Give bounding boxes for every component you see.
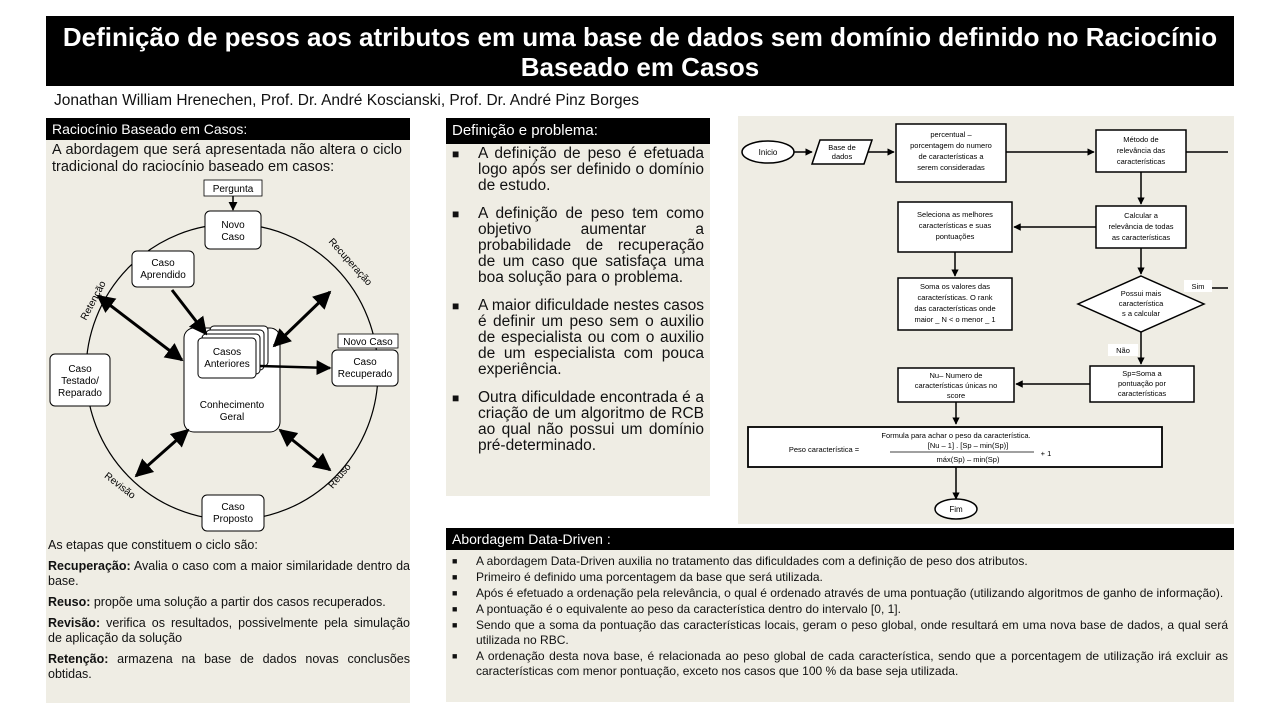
list-item (452, 570, 1228, 585)
arrow-proposto-left (136, 430, 188, 476)
cbr-intro: A abordagem que será apresentada não altera o ciclo tradicional do raciocínio baseado em casos: (52, 142, 402, 175)
list-item (452, 206, 704, 286)
formula-title: Formula para achar o peso da característica. (881, 431, 1031, 440)
soma-label-1: Soma os valores das (919, 282, 991, 291)
seleciona-label-1: Seleciona as melhores (917, 210, 993, 219)
percentual-label-1: percentual – (930, 130, 972, 139)
caso-proposto-label-2: Proposto (212, 514, 254, 525)
metodo-label-2: relevância das (1116, 146, 1166, 155)
cbr-panel (46, 118, 410, 703)
problem-list (452, 146, 704, 466)
step-term: Recuperação: (48, 559, 131, 573)
list-item-text: Sendo que a soma da pontuação das características locais, geram o peso global, onde resultará em uma nova base de dados, a qual será utilizada no RBC. (476, 618, 1228, 647)
bullet-icon: ■ (452, 604, 458, 614)
flowchart-diagram (738, 116, 1234, 524)
sp-label-2: pontuação por (1118, 379, 1166, 388)
decision-label-3: s a calcular (1122, 309, 1160, 318)
cbr-heading: Raciocínio Baseado em Casos: (46, 118, 410, 140)
step-term: Reuso: (48, 595, 91, 609)
list-item (452, 554, 1228, 569)
problem-panel (446, 118, 710, 496)
step-item (48, 616, 410, 646)
caso-proposto-label-1: Caso (221, 502, 245, 513)
seleciona-label-3: pontuações (935, 232, 975, 241)
fim-label: Fim (949, 505, 963, 514)
soma-label-4: maior _ N < o menor _ 1 (914, 315, 996, 324)
decision-label-2: característica (1118, 299, 1164, 308)
decision-label-1: Possui mais (1120, 289, 1162, 298)
list-item (452, 298, 704, 378)
step-term: Retenção: (48, 652, 109, 666)
formula-numerator: [Nu – 1] . [Sp – min(Sp)] (927, 441, 1009, 450)
casos-anteriores-label-1: Casos (212, 347, 242, 358)
list-item (452, 649, 1228, 679)
nu-label-3: score (946, 391, 966, 400)
list-item-text: A definição de peso é efetuada logo após ser definido o domínio de estudo. (478, 145, 704, 194)
recuperacao-label: Recuperação (325, 236, 374, 289)
caso-testado-label-3: Reparado (58, 388, 102, 399)
percentual-label-2: porcentagem do numero (910, 141, 992, 150)
list-item-text: Primeiro é definido uma porcentagem da base que será utilizada. (476, 570, 823, 584)
list-item-text: Outra dificuldade encontrada é a criação de um algoritmo de RCB ao qual não possui um domínio pré-determinado. (478, 389, 704, 454)
list-item-text: A pontuação é o equivalente ao peso da característica dentro do intervalo [0, 1]. (476, 602, 901, 616)
bullet-icon: ■ (452, 588, 458, 598)
metodo-label-3: características (1116, 157, 1166, 166)
step-text: propõe uma solução a partir dos casos recuperados. (90, 595, 386, 609)
step-term: Revisão: (48, 616, 101, 630)
reuso-label: Reuso (326, 461, 354, 492)
percentual-label-3: de características a (918, 152, 984, 161)
caso-aprendido-label-1: Caso (151, 258, 175, 269)
base-label-1: Base de (828, 143, 856, 152)
caso-recuperado-box (332, 350, 398, 386)
list-item (452, 586, 1228, 601)
caso-aprendido-label-2: Aprendido (140, 270, 186, 281)
pergunta-label: Pergunta (212, 184, 254, 195)
data-driven-heading: Abordagem Data-Driven : (446, 528, 1234, 550)
caso-recuperado-label-1: Caso (353, 357, 377, 368)
caso-recuperado-label-2: Recuperado (337, 369, 393, 380)
step-text: verifica os resultados, possivelmente pela simulação de aplicação da solução (48, 616, 410, 645)
list-item-text: A definição de peso tem como objetivo aumentar a probabilidade de recuperação de um caso que satisfaça uma boa solução para o problema. (478, 205, 704, 286)
nu-label-1: Nu– Numero de (929, 371, 983, 380)
arrow-testado (98, 296, 182, 360)
casos-anteriores-box (198, 338, 256, 378)
calcular-label-3: as características (1111, 233, 1171, 242)
arrow-recuperado (274, 292, 330, 346)
caso-testado-label-2: Testado/ (61, 376, 99, 387)
cbr-steps (48, 538, 410, 688)
authors: Jonathan William Hrenechen, Prof. Dr. André Koscianski, Prof. Dr. André Pinz Borges (54, 92, 639, 109)
list-item-text: Após é efetuado a ordenação pela relevância, o qual é ordenado através de uma pontuação (utilizando algoritmos de ganho de informação). (476, 586, 1224, 600)
bullet-icon: ■ (452, 391, 460, 405)
caso-proposto-box (202, 495, 264, 531)
sp-label-1: Sp=Soma a (1122, 369, 1162, 378)
calcular-label-1: Calcular a (1124, 211, 1158, 220)
steps-intro: As etapas que constituem o ciclo são: (48, 538, 258, 552)
step-item (48, 652, 410, 682)
arrow-proposto-right (280, 430, 330, 470)
list-item (452, 390, 704, 454)
sp-label-3: características (1117, 389, 1167, 398)
list-item-text: A maior dificuldade nestes casos é definir um peso sem o auxilio de especialista ou com o auxilio de um especialista com pouca experiência. (478, 297, 704, 378)
step-text: Avalia o caso com a maior similaridade dentro da base. (48, 559, 410, 588)
flowchart-panel (738, 116, 1234, 524)
calcular-label-2: relevância de todas (1108, 222, 1174, 231)
sim-label: Sim (1191, 282, 1205, 291)
list-item (452, 146, 704, 194)
formula-denominator: máx(Sp) – min(Sp) (936, 455, 1000, 464)
formula-plus: + 1 (1040, 449, 1052, 458)
bullet-icon: ■ (452, 147, 460, 161)
data-driven-panel (446, 528, 1234, 702)
formula-lhs: Peso característica = (788, 445, 860, 454)
bullet-icon: ■ (452, 651, 458, 661)
step-item (48, 559, 410, 589)
novo-caso-label-2: Caso (221, 232, 245, 243)
novo-caso-tag-label: Novo Caso (343, 337, 393, 348)
bullet-icon: ■ (452, 207, 460, 221)
caso-testado-label-1: Caso (68, 364, 92, 375)
conhecimento-label-2: Geral (219, 412, 245, 423)
casos-anteriores-label-2: Anteriores (204, 359, 250, 370)
nao-label: Não (1116, 346, 1130, 355)
percentual-label-4: serem consideradas (917, 163, 985, 172)
list-item (452, 618, 1228, 648)
caso-aprendido-box (132, 251, 194, 287)
base-label-2: dados (831, 152, 853, 161)
cbr-cycle-diagram (46, 178, 410, 538)
soma-label-3: das características onde (914, 304, 996, 313)
data-driven-list (452, 554, 1228, 680)
step-item (48, 595, 410, 610)
arrow-aprendido (172, 290, 206, 334)
list-item-text: A abordagem Data-Driven auxilia no tratamento das dificuldades com a definição de peso dos atributos. (476, 554, 1028, 568)
step-text: armazena na base de dados novas conclusões obtidas. (48, 652, 410, 681)
metodo-label-1: Método de (1123, 135, 1159, 144)
list-item (452, 602, 1228, 617)
revisao-label: Revisão (101, 470, 138, 502)
conhecimento-label-1: Conhecimento (199, 400, 265, 411)
problem-heading: Definição e problema: (446, 118, 710, 144)
retencao-label: Retenção (78, 279, 109, 323)
seleciona-label-2: características e suas (918, 221, 992, 230)
bullet-icon: ■ (452, 620, 458, 630)
bullet-icon: ■ (452, 299, 460, 313)
list-item-text: A ordenação desta nova base, é relacionada ao peso global de cada característica, sendo que a porcentagem de utilização irá excluir as características com menor pontuação, exceto nos casos que 100 % da base seja utilizada. (476, 649, 1228, 678)
novo-caso-label-1: Novo (221, 220, 245, 231)
nu-label-2: características únicas no (914, 381, 998, 390)
inicio-label: Inicio (758, 148, 778, 157)
bullet-icon: ■ (452, 572, 458, 582)
bullet-icon: ■ (452, 556, 458, 566)
soma-label-2: características. O rank (917, 293, 993, 302)
poster-title: Definição de pesos aos atributos em uma base de dados sem domínio definido no Raciocínio Baseado em Casos (46, 16, 1234, 86)
